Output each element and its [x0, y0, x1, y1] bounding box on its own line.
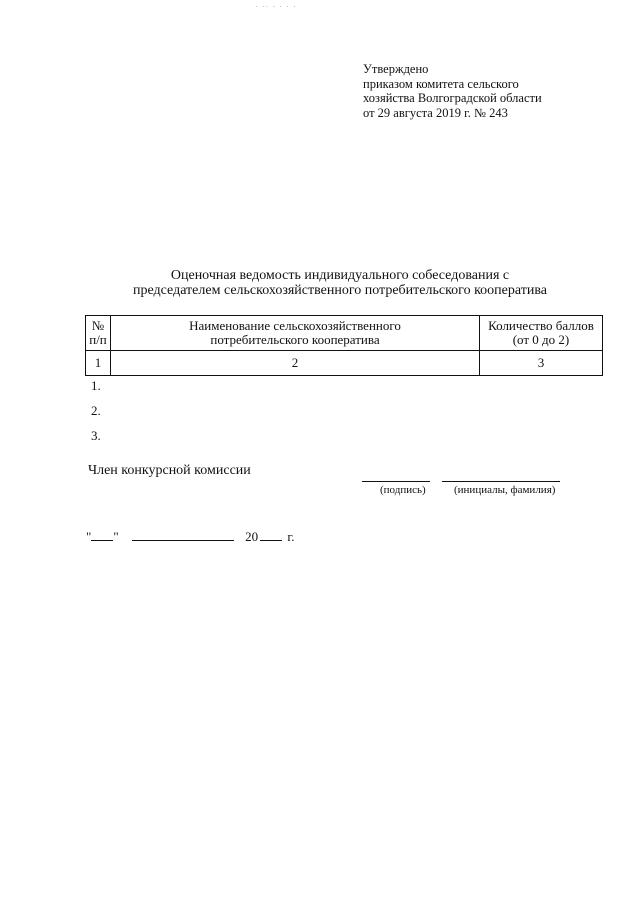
header-score-line-1: Количество баллов [488, 318, 594, 333]
list-item: 3. [91, 428, 101, 443]
signature-line [362, 481, 430, 482]
year-prefix: 20 [245, 529, 259, 544]
month-blank [132, 530, 234, 541]
column-number-1: 1 [86, 351, 111, 376]
approval-stamp [363, 62, 542, 120]
date-close-quote: " [113, 529, 119, 544]
header-score-line-2: (от 0 до 2) [512, 332, 570, 347]
header-number [86, 316, 111, 351]
commission-member-label: Член конкурсной комиссии [88, 463, 251, 478]
header-score [480, 316, 603, 351]
title-line-1: Оценочная ведомость индивидуального собеседования с [170, 268, 510, 283]
approval-line-4: от 29 августа 2019 г. № 243 [363, 105, 508, 120]
title-line-2: председателем сельскохозяйственного потребительского кооператива [133, 283, 547, 298]
document-title [0, 268, 640, 298]
year-suffix: г. [287, 529, 295, 544]
approval-line-2: приказом комитета сельского [363, 76, 519, 91]
date-line [86, 529, 295, 545]
evaluation-table [85, 315, 603, 376]
approval-line-3: хозяйства Волгоградской области [363, 91, 542, 105]
column-number-3: 3 [480, 351, 603, 376]
list-item: 2. [91, 403, 101, 418]
list-item: 1. [91, 378, 101, 393]
signature-caption: (подпись) [380, 484, 426, 496]
initials-line [442, 481, 560, 482]
year-blank [260, 530, 282, 541]
date-open-quote: " [86, 529, 92, 544]
initials-caption: (инициалы, фамилия) [454, 484, 556, 496]
approval-line-1: Утверждено [363, 62, 429, 76]
header-cooperative-name [111, 316, 480, 351]
table-header-row [86, 316, 603, 351]
header-number-line-1: № [91, 318, 105, 333]
header-name-line-2: потребительского кооператива [210, 332, 380, 347]
table-row [86, 351, 603, 376]
column-number-2: 2 [111, 351, 480, 376]
header-number-line-2: п/п [89, 332, 107, 347]
scan-artifact: · ·· · · · · [255, 2, 297, 11]
header-name-line-1: Наименование сельскохозяйственного [189, 318, 401, 333]
day-blank [91, 530, 113, 541]
